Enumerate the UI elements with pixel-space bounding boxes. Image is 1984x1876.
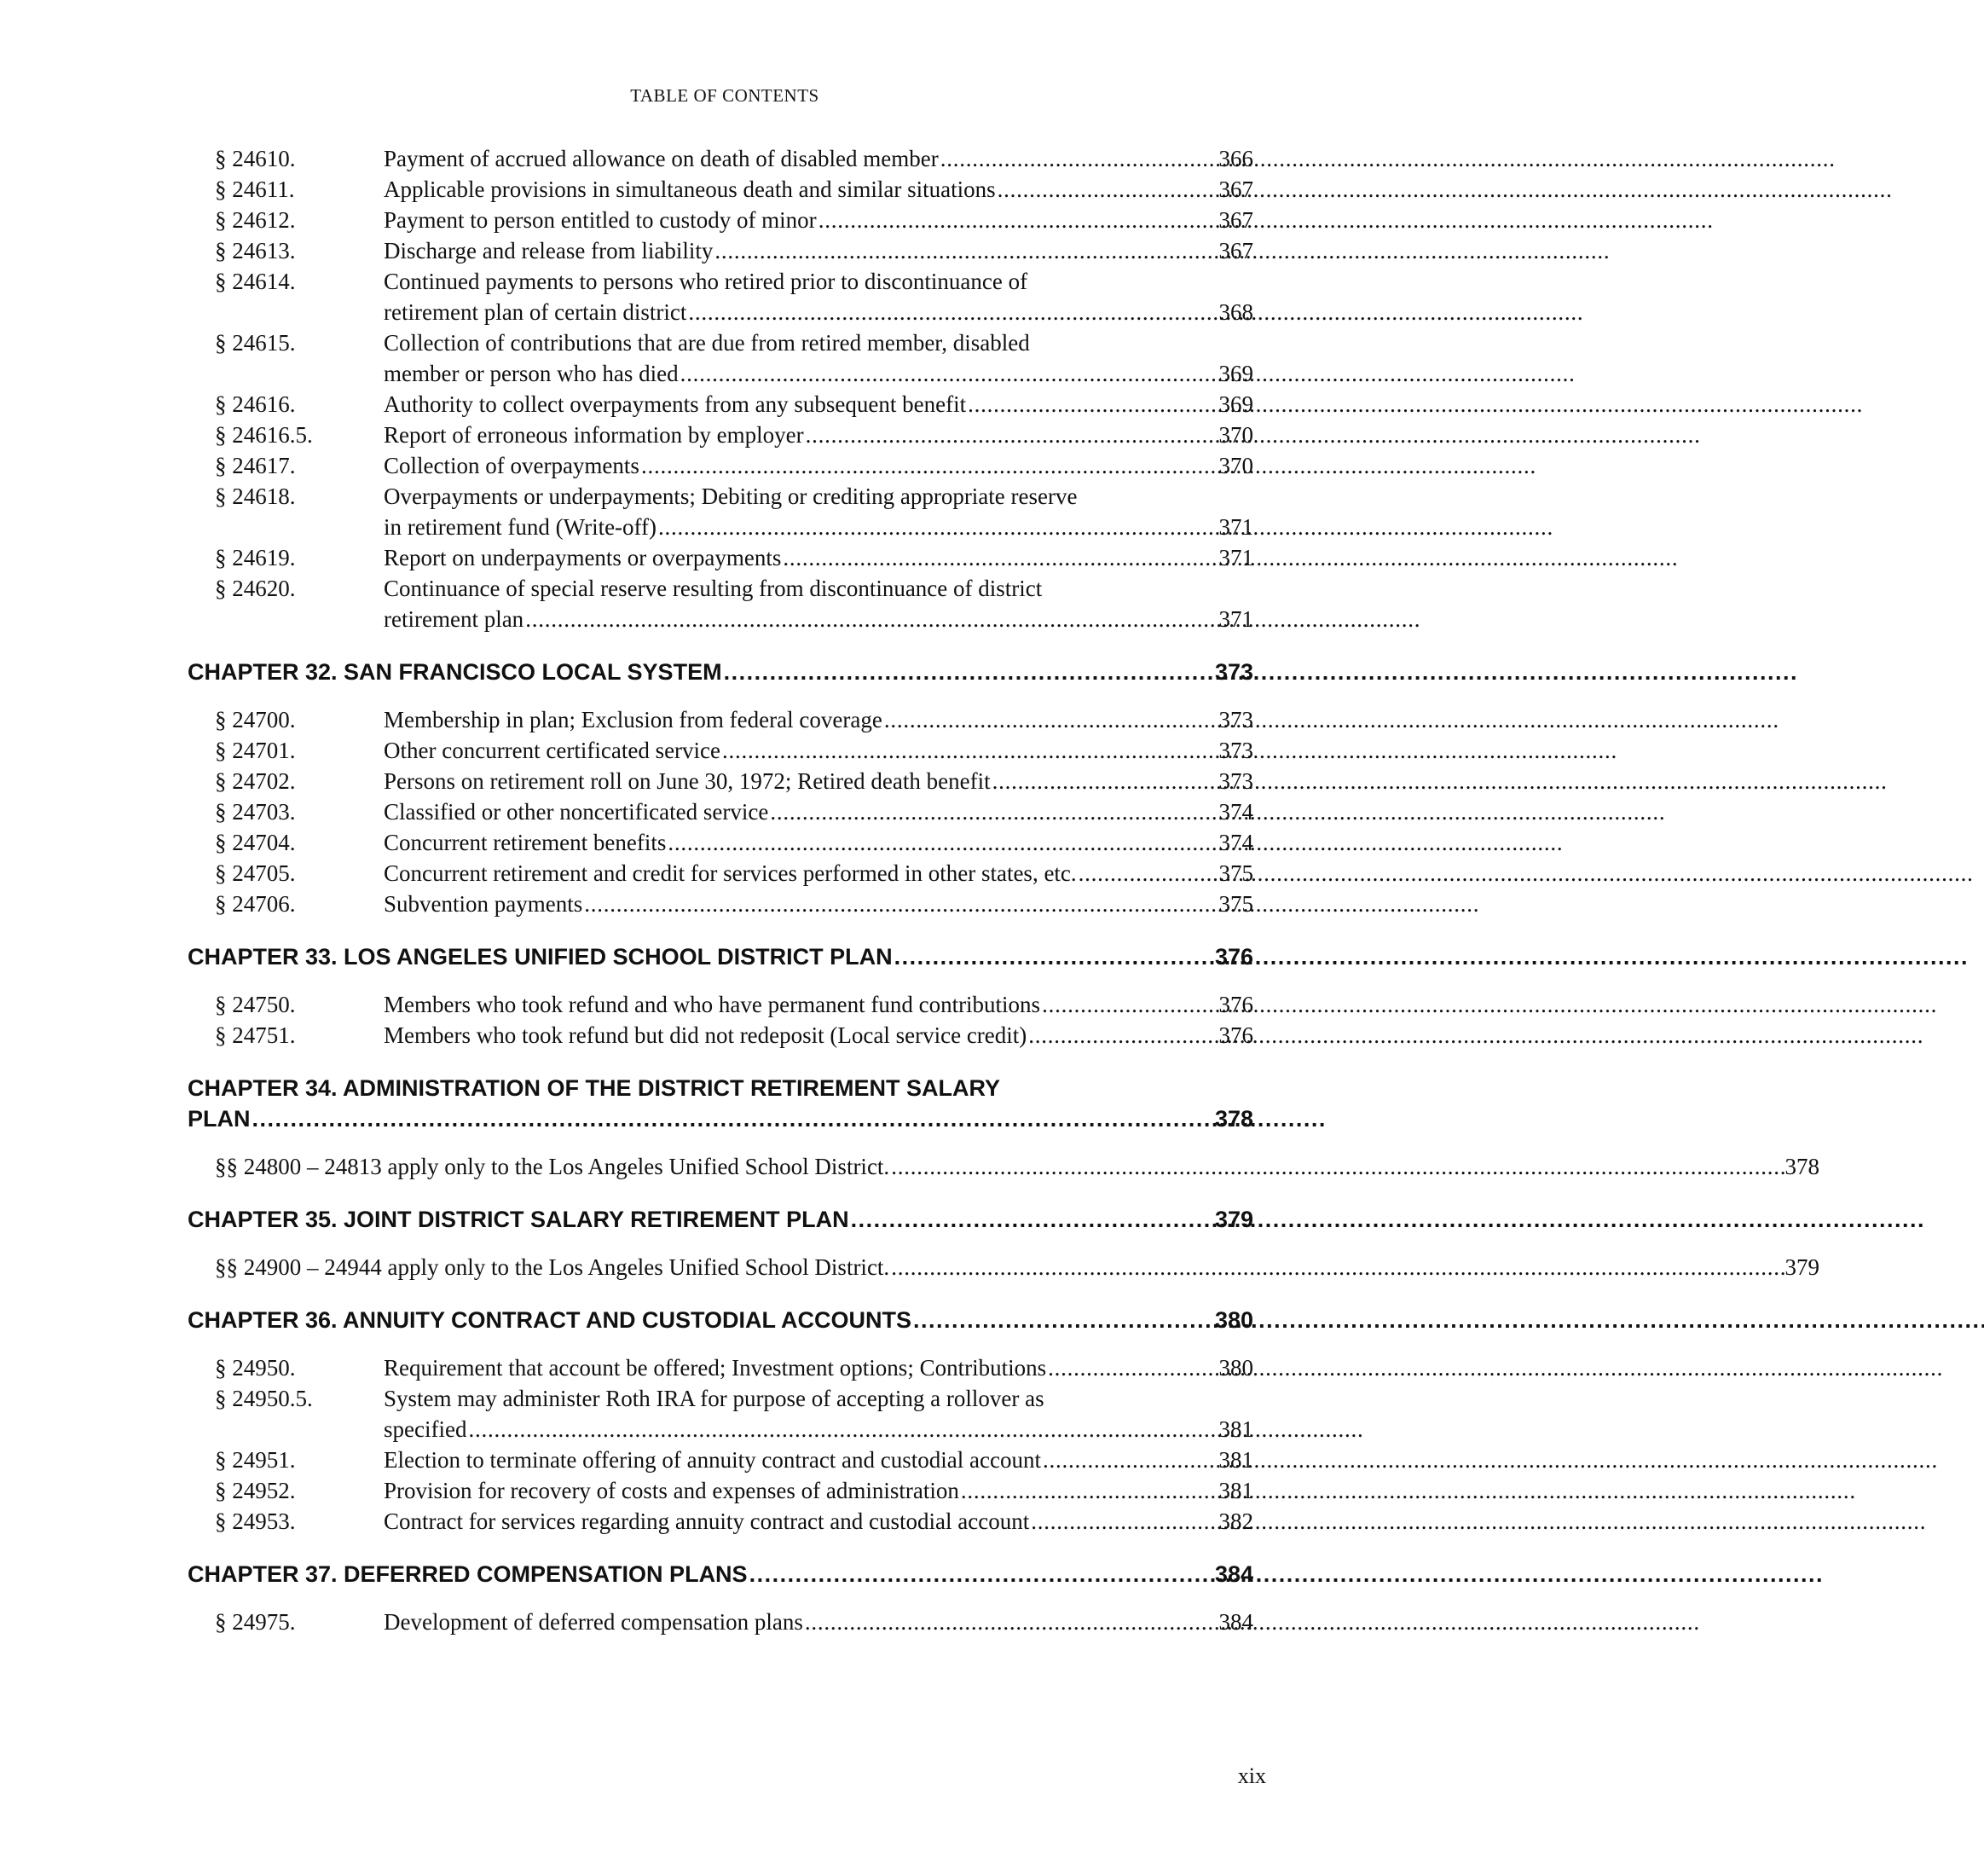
- entry-title-text: Persons on retirement roll on June 30, 1972; Retired death benefit: [384, 768, 991, 794]
- page-ref: 373: [1218, 707, 1253, 732]
- entry-title-text: retirement plan: [384, 606, 524, 632]
- toc-entry[interactable]: [188, 1607, 1253, 1637]
- entry-title-last-line: [384, 1414, 1253, 1445]
- toc-entry[interactable]: [188, 796, 1253, 827]
- entry-title-text: Members who took refund but did not redeposit (Local service credit): [384, 1022, 1027, 1048]
- entry-title-text: Discharge and release from liability: [384, 238, 714, 263]
- dot-leader: [851, 1204, 1213, 1235]
- entry-title-text: specified: [384, 1416, 467, 1442]
- entry-title-last-line: [384, 604, 1253, 634]
- entry-title-last-line: [384, 1352, 1253, 1383]
- entry-title-line: CHAPTER 34. ADMINISTRATION OF THE DISTRICT RETIREMENT SALARY: [188, 1075, 1001, 1101]
- dot-leader: [891, 1151, 1783, 1182]
- dot-leader: [805, 1607, 1218, 1637]
- chapter-heading[interactable]: [188, 1559, 1253, 1589]
- page-ref: 369: [1218, 361, 1253, 386]
- page-ref: 369: [1218, 391, 1253, 417]
- page-ref: 376: [1218, 1022, 1253, 1048]
- dot-leader: [961, 1475, 1218, 1506]
- dot-leader: [806, 420, 1218, 450]
- entry-title: [384, 450, 1253, 481]
- page-ref: 375: [1218, 860, 1253, 886]
- entry-title-text: CHAPTER 37. DEFERRED COMPENSATION PLANS: [188, 1561, 748, 1587]
- chapter-heading[interactable]: [188, 1204, 1253, 1235]
- entry-title-last-line: [384, 796, 1253, 827]
- toc-entry[interactable]: [188, 1475, 1253, 1506]
- entry-title-text: Contract for services regarding annuity contract and custodial account: [384, 1508, 1030, 1534]
- page-ref: 379: [1784, 1254, 1819, 1280]
- section-number: § 24616.5.: [215, 422, 313, 448]
- section-number: § 24701.: [215, 738, 296, 763]
- entry-title: [384, 989, 1253, 1020]
- entry-title: [384, 766, 1253, 796]
- section-number: § 24618.: [215, 483, 296, 509]
- section-number: § 24702.: [215, 768, 296, 794]
- range-entry[interactable]: [188, 1151, 1819, 1182]
- entry-title-line: Continuance of special reserve resulting from discontinuance of district: [384, 576, 1043, 601]
- dot-leader: [468, 1414, 1217, 1445]
- section-number: § 24703.: [215, 799, 296, 825]
- dot-leader: [668, 827, 1217, 858]
- entry-title: [384, 1383, 1253, 1445]
- entry-title-last-line: [188, 1559, 1253, 1589]
- entry-title-text: Payment to person entitled to custody of minor: [384, 207, 817, 233]
- dot-leader: [525, 604, 1217, 634]
- entry-title-last-line: [384, 542, 1253, 573]
- entry-title-last-line: [384, 1445, 1253, 1475]
- page-ref: 374: [1218, 830, 1253, 855]
- entry-title: [384, 827, 1253, 858]
- dot-leader: [891, 1252, 1783, 1283]
- toc-entry[interactable]: [188, 420, 1253, 450]
- entry-title-line: Collection of contributions that are due from retired member, disabled: [384, 330, 1030, 356]
- section-number: § 24750.: [215, 992, 296, 1017]
- entry-title-text: Report of erroneous information by employer: [384, 422, 804, 448]
- entry-title-last-line: [384, 1607, 1253, 1637]
- entry-title-text: Collection of overpayments: [384, 453, 639, 478]
- entry-title-last-line: [384, 297, 1253, 327]
- entry-title-line: Overpayments or underpayments; Debiting or crediting appropriate reserve: [384, 483, 1078, 509]
- entry-title-text: Provision for recovery of costs and expenses of administration: [384, 1478, 959, 1503]
- section-number: § 24619.: [215, 545, 296, 570]
- dot-leader: [940, 143, 1218, 174]
- page-ref: 370: [1218, 453, 1253, 478]
- toc-entry[interactable]: [188, 827, 1253, 858]
- page-ref: 371: [1218, 606, 1253, 632]
- page-ref: 378: [1214, 1106, 1253, 1132]
- dot-leader: [722, 735, 1217, 766]
- toc-entry[interactable]: [188, 143, 1253, 174]
- entry-group: [188, 1352, 1253, 1537]
- section-number: § 24612.: [215, 207, 296, 233]
- toc-entry[interactable]: [188, 542, 1253, 573]
- entry-title: [188, 1305, 1253, 1335]
- page-ref: 381: [1218, 1478, 1253, 1503]
- toc-entry[interactable]: [188, 389, 1253, 420]
- page-ref: 373: [1218, 768, 1253, 794]
- section-number: § 24704.: [215, 830, 296, 855]
- entry-title-last-line: [384, 889, 1253, 919]
- entry-title-text: Concurrent retirement benefits: [384, 830, 667, 855]
- entry-title: [384, 704, 1253, 735]
- dot-leader: [688, 297, 1217, 327]
- entry-title: [384, 889, 1253, 919]
- entry-title-text: Members who took refund and who have permanent fund contributions: [384, 992, 1041, 1017]
- toc-entry[interactable]: [188, 1020, 1253, 1051]
- entry-title-last-line: [188, 1103, 1253, 1134]
- dot-leader: [714, 235, 1217, 266]
- entry-title-line: System may administer Roth IRA for purpose of accepting a rollover as: [384, 1386, 1044, 1411]
- entry-title-last-line: [188, 1305, 1253, 1335]
- entry-title: [384, 542, 1253, 573]
- entry-title: [384, 420, 1253, 450]
- dot-leader: [998, 174, 1218, 205]
- section-number: § 24951.: [215, 1447, 296, 1473]
- page-ref: 384: [1218, 1609, 1253, 1635]
- dot-leader: [1079, 858, 1218, 889]
- section-number: § 24616.: [215, 391, 296, 417]
- dot-leader: [783, 542, 1217, 573]
- entry-title-text: CHAPTER 35. JOINT DISTRICT SALARY RETIREMENT PLAN: [188, 1207, 849, 1232]
- dot-leader: [658, 512, 1217, 542]
- page-ref: 379: [1214, 1207, 1253, 1232]
- toc-entry[interactable]: [188, 889, 1253, 919]
- dot-leader: [770, 796, 1217, 827]
- toc-entry[interactable]: [188, 766, 1253, 796]
- section-number: § 24950.: [215, 1355, 296, 1381]
- page-ref: 371: [1218, 545, 1253, 570]
- entry-title: [188, 1073, 1253, 1134]
- page-ref: 382: [1218, 1508, 1253, 1534]
- entry-title-last-line: [384, 1506, 1253, 1537]
- dot-leader: [818, 205, 1218, 235]
- toc-entry[interactable]: [188, 174, 1253, 205]
- entry-title-text: Report on underpayments or overpayments: [384, 545, 782, 570]
- section-number: § 24953.: [215, 1508, 296, 1534]
- entry-title-line: Continued payments to persons who retired prior to discontinuance of: [384, 269, 1028, 294]
- page-ref: 374: [1218, 799, 1253, 825]
- page-ref: 367: [1218, 177, 1253, 202]
- entry-group: [188, 143, 1253, 634]
- dot-leader: [894, 941, 1213, 972]
- toc-entry[interactable]: [188, 1445, 1253, 1475]
- entry-title-text: Authority to collect overpayments from any subsequent benefit: [384, 391, 967, 417]
- section-number: § 24620.: [215, 576, 296, 601]
- entry-group: [188, 704, 1253, 919]
- dot-leader: [1043, 1445, 1218, 1475]
- dot-leader: [641, 450, 1218, 481]
- section-number: § 24613.: [215, 238, 296, 263]
- entry-title-text: Payment of accrued allowance on death of disabled member: [384, 146, 939, 171]
- entry-title-text: Other concurrent certificated service: [384, 738, 721, 763]
- entry-title-last-line: [384, 989, 1253, 1020]
- entry-title: [384, 481, 1253, 542]
- entry-title: [384, 143, 1253, 174]
- dot-leader: [1042, 989, 1217, 1020]
- section-number: § 24751.: [215, 1022, 296, 1048]
- toc-entry[interactable]: [188, 858, 1253, 889]
- section-number: § 24614.: [215, 269, 296, 294]
- page-ref: 381: [1218, 1447, 1253, 1473]
- page-ref: 366: [1218, 146, 1253, 171]
- entry-title: [384, 1445, 1253, 1475]
- entry-title-text: CHAPTER 32. SAN FRANCISCO LOCAL SYSTEM: [188, 659, 722, 685]
- entry-title: [384, 1475, 1253, 1506]
- range-line: [188, 1151, 1819, 1182]
- range-line: [188, 1252, 1819, 1283]
- toc-entry[interactable]: [188, 266, 1253, 327]
- entry-title-text: Subvention payments: [384, 891, 583, 917]
- entry-title-text: in retirement fund (Write-off): [384, 514, 657, 540]
- entry-title: [384, 205, 1253, 235]
- entry-group: [188, 989, 1253, 1051]
- entry-title: [188, 1204, 1253, 1235]
- section-number: § 24611.: [215, 177, 295, 202]
- entry-title-text: Election to terminate offering of annuity contract and custodial account: [384, 1447, 1041, 1473]
- table-of-contents: [188, 143, 1819, 1637]
- entry-title-text: member or person who has died: [384, 361, 679, 386]
- entry-title-text: Classified or other noncertificated service: [384, 799, 769, 825]
- toc-entry[interactable]: [188, 704, 1253, 735]
- section-number: § 24950.5.: [215, 1386, 313, 1411]
- entry-title: [188, 1559, 1253, 1589]
- page-ref: 373: [1218, 738, 1253, 763]
- toc-entry[interactable]: [188, 1352, 1253, 1383]
- toc-entry[interactable]: [188, 573, 1253, 634]
- dot-leader: [749, 1559, 1213, 1589]
- entry-title: [384, 174, 1253, 205]
- page-ref: 378: [1784, 1154, 1819, 1179]
- toc-entry[interactable]: [188, 327, 1253, 389]
- toc-entry[interactable]: [188, 450, 1253, 481]
- entry-title: [384, 858, 1253, 889]
- chapter-heading[interactable]: [188, 1305, 1253, 1335]
- chapter-heading[interactable]: [188, 1073, 1253, 1134]
- toc-entry[interactable]: [188, 235, 1253, 266]
- entry-title-text: Development of deferred compensation plans: [384, 1609, 803, 1635]
- toc-entry[interactable]: [188, 1383, 1253, 1445]
- page-ref: 384: [1214, 1561, 1253, 1587]
- entry-title: [384, 327, 1253, 389]
- entry-title-last-line: [384, 766, 1253, 796]
- range-text: §§ 24800 – 24813 apply only to the Los Angeles Unified School District.: [215, 1154, 890, 1179]
- page-ref: 367: [1218, 238, 1253, 263]
- entry-title: [384, 796, 1253, 827]
- dot-leader: [992, 766, 1218, 796]
- toc-entry[interactable]: [188, 481, 1253, 542]
- dot-leader: [913, 1305, 1213, 1335]
- entry-title: [384, 1607, 1253, 1637]
- chapter-heading[interactable]: [188, 657, 1253, 687]
- entry-title-text: Membership in plan; Exclusion from federal coverage: [384, 707, 882, 732]
- entry-title-last-line: [384, 205, 1253, 235]
- dot-leader: [584, 889, 1217, 919]
- dot-leader: [1048, 1352, 1217, 1383]
- entry-title: [384, 1020, 1253, 1051]
- entry-title: [384, 573, 1253, 634]
- toc-entry[interactable]: [188, 205, 1253, 235]
- entry-title-last-line: [384, 704, 1253, 735]
- entry-title-text: PLAN: [188, 1106, 251, 1132]
- entry-title-last-line: [384, 389, 1253, 420]
- page-ref: 373: [1214, 659, 1253, 685]
- entry-title-last-line: [384, 1475, 1253, 1506]
- section-number: § 24706.: [215, 891, 296, 917]
- page-ref: 380: [1214, 1307, 1253, 1333]
- entry-title-last-line: [384, 827, 1253, 858]
- dot-leader: [1028, 1020, 1217, 1051]
- entry-title: [384, 1506, 1253, 1537]
- page-ref: 376: [1214, 944, 1253, 970]
- entry-title-last-line: [384, 420, 1253, 450]
- dot-leader: [724, 657, 1213, 687]
- entry-title-text: Applicable provisions in simultaneous death and similar situations: [384, 177, 996, 202]
- toc-entry[interactable]: [188, 989, 1253, 1020]
- section-number: § 24610.: [215, 146, 296, 171]
- entry-title-last-line: [384, 858, 1253, 889]
- entry-title: [384, 266, 1253, 327]
- page-ref: 376: [1218, 992, 1253, 1017]
- entry-title-text: CHAPTER 33. LOS ANGELES UNIFIED SCHOOL DISTRICT PLAN: [188, 944, 893, 970]
- toc-entry[interactable]: [188, 1506, 1253, 1537]
- dot-leader: [884, 704, 1218, 735]
- section-number: § 24975.: [215, 1609, 296, 1635]
- section-number: § 24700.: [215, 707, 296, 732]
- dot-leader: [1031, 1506, 1217, 1537]
- entry-title-text: Requirement that account be offered; Investment options; Contributions: [384, 1355, 1047, 1381]
- page-ref: 375: [1218, 891, 1253, 917]
- page-ref: 367: [1218, 207, 1253, 233]
- entry-title-last-line: [384, 235, 1253, 266]
- entry-title-text: Concurrent retirement and credit for services performed in other states, etc.: [384, 860, 1077, 886]
- page-ref: 380: [1218, 1355, 1253, 1381]
- page-ref: 381: [1218, 1416, 1253, 1442]
- entry-title: [384, 235, 1253, 266]
- page-number: xix: [1237, 1763, 1266, 1788]
- entry-title-last-line: [384, 174, 1253, 205]
- dot-leader: [968, 389, 1217, 420]
- entry-title-text: CHAPTER 36. ANNUITY CONTRACT AND CUSTODIAL ACCOUNTS: [188, 1307, 912, 1333]
- entry-title-last-line: [384, 358, 1253, 389]
- entry-title: [384, 1352, 1253, 1383]
- page-ref: 368: [1218, 299, 1253, 325]
- entry-title-text: retirement plan of certain district: [384, 299, 687, 325]
- entry-title-last-line: [384, 143, 1253, 174]
- range-entry[interactable]: [188, 1252, 1819, 1283]
- page-ref: 371: [1218, 514, 1253, 540]
- range-text: §§ 24900 – 24944 apply only to the Los Angeles Unified School District.: [215, 1254, 890, 1280]
- entry-title: [188, 941, 1253, 972]
- entry-title-last-line: [188, 657, 1253, 687]
- page-ref: 370: [1218, 422, 1253, 448]
- dot-leader: [252, 1103, 1213, 1134]
- entry-title: [188, 657, 1253, 687]
- running-head: TABLE OF CONTENTS: [630, 85, 819, 106]
- entry-title: [384, 389, 1253, 420]
- entry-title-last-line: [188, 941, 1253, 972]
- entry-title-last-line: [384, 1020, 1253, 1051]
- entry-title-last-line: [188, 1204, 1253, 1235]
- dot-leader: [680, 358, 1218, 389]
- entry-title-last-line: [384, 512, 1253, 542]
- chapter-heading[interactable]: [188, 941, 1253, 972]
- section-number: § 24952.: [215, 1478, 296, 1503]
- entry-title: [384, 735, 1253, 766]
- section-number: § 24617.: [215, 453, 296, 478]
- toc-entry[interactable]: [188, 735, 1253, 766]
- entry-group: [188, 1607, 1253, 1637]
- entry-title-last-line: [384, 450, 1253, 481]
- section-number: § 24615.: [215, 330, 296, 356]
- section-number: § 24705.: [215, 860, 296, 886]
- entry-title-last-line: [384, 735, 1253, 766]
